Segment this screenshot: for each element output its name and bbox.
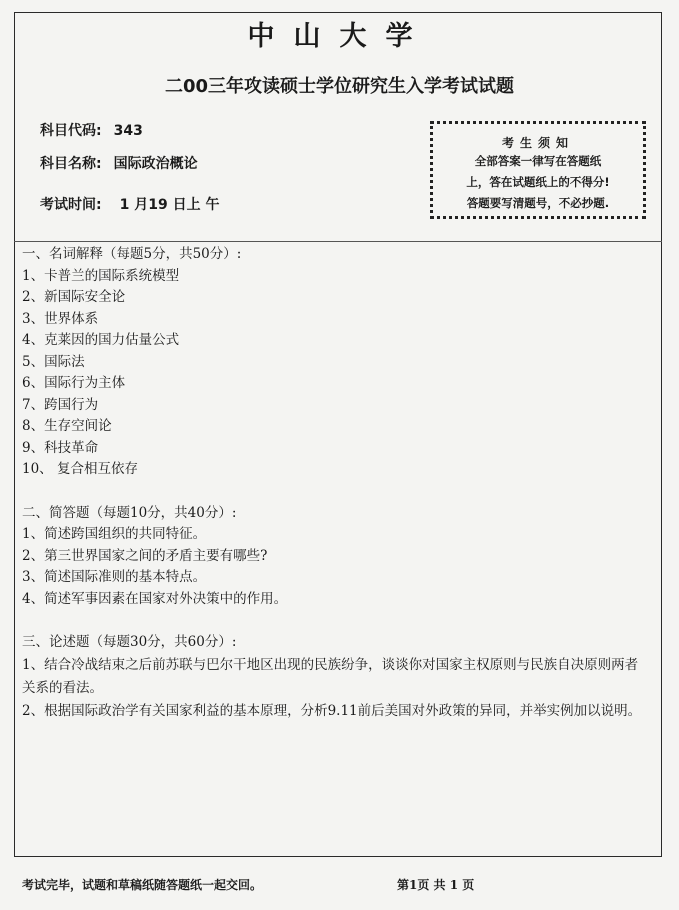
question-item: 7、跨国行为 bbox=[22, 396, 99, 413]
question-item: 5、国际法 bbox=[22, 353, 85, 370]
exam-time-label: 考试时间: bbox=[40, 197, 102, 213]
question-item: 4、克莱因的国力估量公式 bbox=[22, 332, 180, 348]
subject-name-row bbox=[40, 153, 198, 173]
page-number: 第1页 共 1 页 bbox=[397, 878, 475, 892]
question-item: 1、简述跨国组织的共同特征。 bbox=[22, 526, 207, 542]
footer-instruction: 考试完毕，试题和草稿纸随答题纸一起交回。 bbox=[22, 878, 263, 892]
question-item: 3、世界体系 bbox=[22, 310, 99, 327]
section-essay bbox=[22, 632, 650, 723]
section-title: 二、简答题（每题10分，共40分）: bbox=[22, 504, 237, 521]
section-definitions bbox=[22, 244, 650, 481]
question-item: 3、简述国际准则的基本特点。 bbox=[22, 569, 207, 585]
notice-line: 上，答在试题纸上的不得分! bbox=[466, 175, 610, 189]
question-item: 4、简述军事因素在国家对外决策中的作用。 bbox=[22, 590, 288, 607]
exam-time-row bbox=[40, 194, 219, 214]
question-body bbox=[22, 244, 650, 723]
question-item: 6、国际行为主体 bbox=[22, 375, 126, 391]
notice-line: 答题要写清题号，不必抄题. bbox=[466, 196, 610, 210]
question-item: 2、新国际安全论 bbox=[22, 289, 126, 305]
section-title: 三、论述题（每题30分，共60分）: bbox=[22, 634, 237, 650]
question-item: 2、根据国际政治学有关国家利益的基本原理，分析9.11前后美国对外政策的异同，并举实例加以说明。 bbox=[22, 702, 642, 719]
section-title: 一、名词解释（每题5分，共50分）: bbox=[22, 246, 242, 262]
subject-name-value: 国际政治概论 bbox=[113, 156, 198, 172]
notice-line: 全部答案一律写在答题纸 bbox=[474, 154, 602, 168]
candidate-notice-box bbox=[430, 121, 646, 219]
question-item: 8、生存空间论 bbox=[22, 418, 112, 434]
question-item: 9、科技革命 bbox=[22, 439, 99, 456]
subject-code-label: 科目代码: bbox=[40, 123, 102, 139]
question-item: 10、 复合相互依存 bbox=[22, 461, 138, 477]
exam-title: 二00三年攻读硕士学位研究生入学考试试题 bbox=[164, 76, 515, 97]
header-divider bbox=[14, 241, 662, 242]
question-item: 1、结合冷战结束之后前苏联与巴尔干地区出现的民族纷争，谈谈你对国家主权原则与民族自决原则两者关系的看法。 bbox=[22, 656, 639, 696]
question-item: 1、卡普兰的国际系统模型 bbox=[22, 267, 180, 284]
section-short-answer bbox=[22, 503, 650, 611]
subject-code-value: 343 bbox=[113, 123, 143, 139]
exam-time-value: 1 月19 日上 午 bbox=[119, 197, 220, 213]
question-item: 2、第三世界国家之间的矛盾主要有哪些? bbox=[22, 547, 268, 564]
subject-name-label: 科目名称: bbox=[40, 156, 102, 172]
university-name: 中山大学 bbox=[247, 21, 432, 52]
subject-code-row bbox=[40, 120, 143, 140]
notice-title: 考生须知 bbox=[501, 136, 574, 150]
